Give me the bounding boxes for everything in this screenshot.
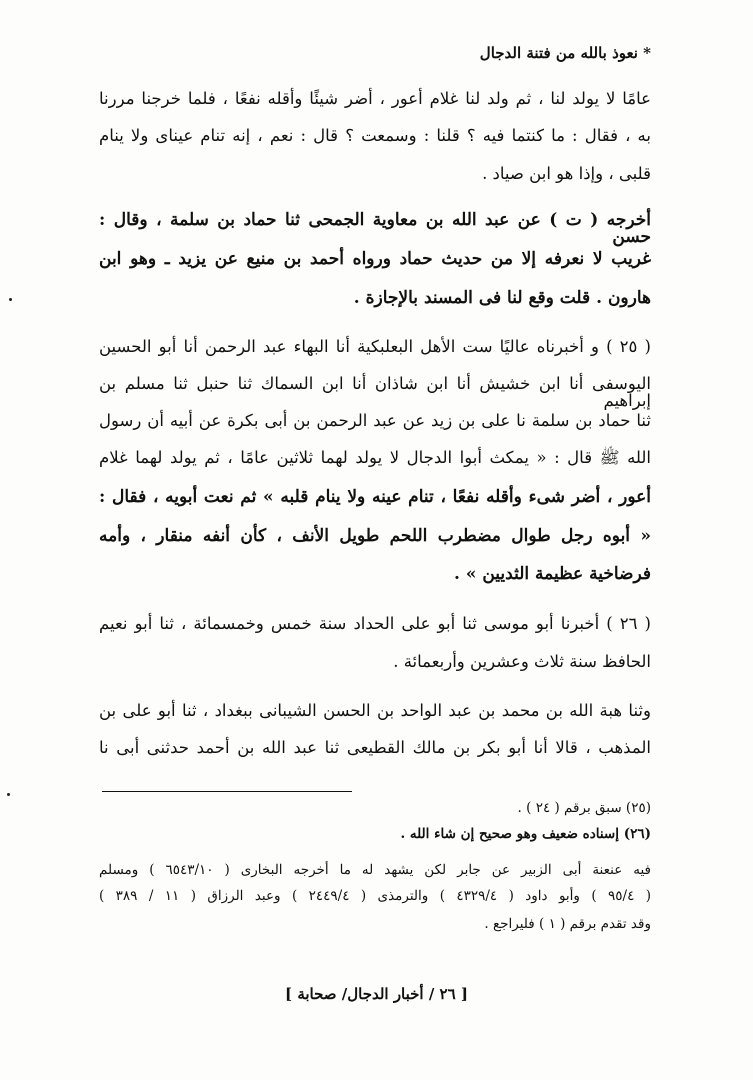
hadith-26-line-3: وثنا هبة الله بن محمد بن عبد الواحد بن الحسن الشيبانى ببغداد ، ثنا أبو على بن	[99, 701, 651, 720]
hadith-25-line-2: اليوسفى أنا ابن خشيش أنا ابن شاذان أنا ابن السماك ثنا حنبل ثنا مسلم بن إبراهيم	[99, 374, 651, 410]
footnote-26: (٢٦) إسناده ضعيف وهو صحيح إن شاء الله .	[400, 826, 651, 842]
hadith-26-line-1: ( ٢٦ ) أخبرنا أبو موسى ثنا أبو على الحداد سنة خمس وخمسمائة ، ثنا أبو نعيم	[99, 614, 651, 633]
hadith-25-line-6: « أبوه رجل طوال مضطرب اللحم طويل الأنف ، كأن أنفه منقار ، وأمه	[99, 526, 651, 546]
takhrij-line-2: غريب لا نعرفه إلا من حديث حماد ورواه أحمد بن منيع عن يزيد ـ وهو ابن	[99, 249, 651, 269]
body-line-1: عامًا لا يولد لنا ، ثم ولد لنا غلام أعور ، أضر شيئًا وأقله نفعًا ، فلما خرجنا مررنا	[99, 89, 651, 108]
takhrij-line-1: أخرجه ( ت ) عن عبد الله بن معاوية الجمحى ثنا حماد بن سلمة ، وقال : حسن	[99, 210, 651, 247]
hadith-26-line-2: الحافظ سنة ثلاث وعشرين وأربعمائة .	[393, 652, 651, 671]
page-footer: [ ٢٦ / أخبار الدجال/ صحابة ]	[285, 985, 468, 1003]
body-line-3: قلبى ، وإذا هو ابن صياد .	[482, 164, 651, 183]
scan-speck	[7, 793, 10, 796]
footnote-25: (٢٥) سبق برقم ( ٢٤ ) .	[517, 800, 651, 816]
takhrij-line-3: هارون . قلت وقع لنا فى المسند بالإجازة .	[353, 288, 651, 308]
body-line-2: به ، فقال : ما كنتما فيه ؟ قلنا : وسمعت ؟ قال : نعم ، إنه تنام عيناى ولا ينام	[99, 126, 651, 145]
scan-speck	[9, 298, 12, 301]
hadith-25-line-7: فرضاخية عظيمة الثديين » .	[453, 564, 651, 584]
running-header: * نعوذ بالله من فتنة الدجال	[479, 44, 651, 62]
hadith-25-line-4: الله ﷺ قال : « يمكث أبوا الدجال لا يولد لهما ثلاثين عامًا ، ثم يولد لهما غلام	[99, 448, 651, 467]
footnote-26-line-3: ( ٩٥/٤ ) وأبو داود ( ٤٣٢٩/٤ ) والترمذى ( ٢٤٤٩/٤ ) وعبد الرزاق ( ١١ / ٣٨٩ )	[99, 888, 651, 904]
hadith-25-line-1: ( ٢٥ ) و أخبرناه عاليًا ست الأهل البعلبكية أنا البهاء عبد الرحمن أنا أبو الحسين	[99, 337, 651, 356]
hadith-25-line-5: أعور ، أضر شىء وأقله نفعًا ، تنام عينه ولا ينام قلبه » ثم نعت أبويه ، فقال :	[99, 487, 651, 507]
footnote-26-line-4: وقد تقدم برقم ( ١ ) فليراجع .	[484, 916, 651, 932]
footnote-26-line-2: فيه عنعنة أبى الزبير عن جابر لكن يشهد له ما أخرجه البخارى ( ٦٥٤٣/١٠ ) ومسلم	[99, 862, 651, 878]
footnote-separator	[102, 791, 352, 792]
hadith-25-line-3: ثنا حماد بن سلمة نا على بن زيد عن عبد الرحمن بن أبى بكرة عن أبيه أن رسول	[99, 411, 651, 430]
hadith-26-line-4: المذهب ، قالا أنا أبو بكر بن مالك القطيعى ثنا عبد الله بن أحمد حدثنى أبى نا	[99, 738, 651, 757]
